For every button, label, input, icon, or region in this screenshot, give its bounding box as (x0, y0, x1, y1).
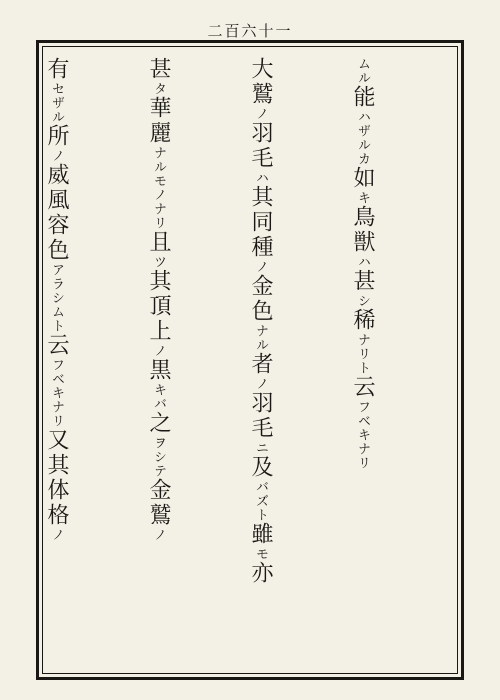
text-column-2: 大鷲ノ羽毛ハ其同種ノ金色ナル者ノ羽毛ニ及バズト雖モ亦 (248, 57, 273, 586)
vertical-body-text (44, 57, 447, 667)
text-column-4: 有セザル所ノ威風容色アラシムト云フベキナリ又其体格ノ (44, 57, 69, 542)
text-frame (36, 40, 464, 680)
text-column-1: ムル能ハザルカ如キ鳥獣ハ甚シ稀ナリト云フベキナリ (350, 57, 375, 470)
text-column-3: 甚タ華麗ナルモノナリ且ツ其頂上ノ黒キバ之ヲシテ金鷲ノ (146, 57, 171, 542)
page-number-header: 二百六十一 (207, 22, 293, 40)
